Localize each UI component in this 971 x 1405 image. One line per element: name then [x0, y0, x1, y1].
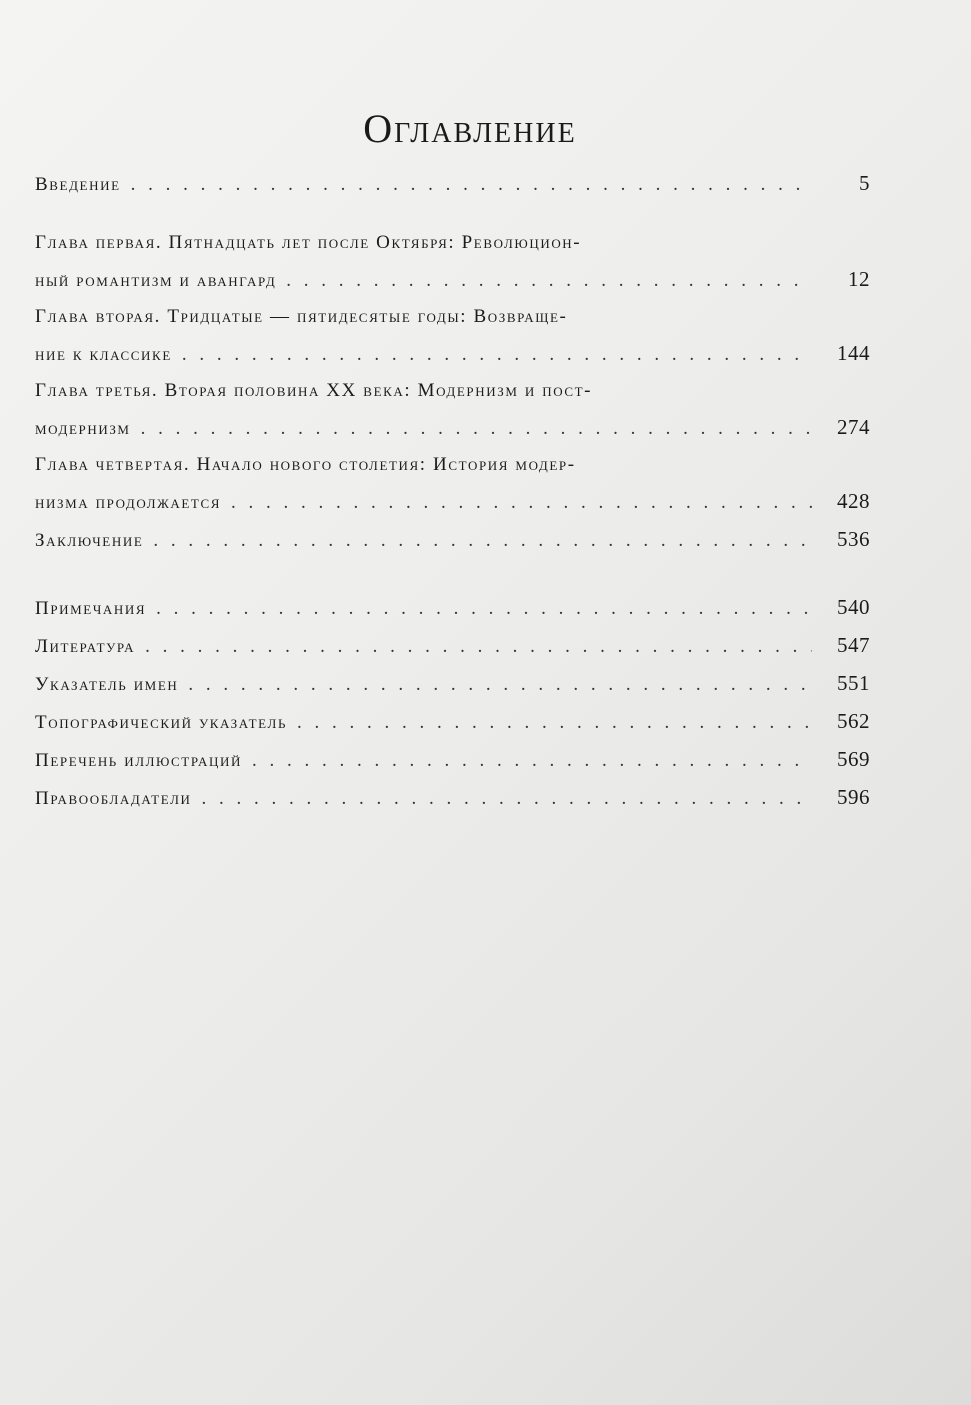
toc-entry-title-line1: Глава третья. Вторая половина XX века: Модернизм и пост- — [35, 380, 593, 401]
show-through-text — [520, 60, 524, 90]
toc-leader-dots — [153, 523, 812, 559]
toc-entry-title: Перечень иллюстраций — [35, 750, 242, 771]
toc-entry-illustrations-list[interactable] — [35, 741, 870, 779]
toc-page-number: 569 — [837, 747, 870, 771]
toc-entry-chapter-4[interactable] — [35, 447, 870, 521]
toc-leader-dots — [156, 591, 812, 627]
toc-entry-title-line1: Глава четвертая. Начало нового столетия: История модер- — [35, 454, 576, 475]
toc-leader-dots — [231, 485, 812, 521]
table-of-contents — [35, 165, 870, 817]
toc-entry-literature[interactable] — [35, 627, 870, 665]
toc-leader-dots — [188, 667, 812, 703]
toc-entry-title: Топографический указатель — [35, 712, 288, 733]
toc-entry-chapter-1[interactable] — [35, 225, 870, 299]
toc-entry-title: Указатель имен — [35, 674, 179, 695]
toc-entry-title-line2: ние к классике — [35, 344, 172, 365]
toc-leader-dots — [297, 705, 812, 741]
toc-entry-notes[interactable] — [35, 589, 870, 627]
toc-page-number: 274 — [837, 415, 870, 439]
toc-page-number: 144 — [837, 341, 870, 365]
toc-page-number: 596 — [837, 785, 870, 809]
toc-entry-name-index[interactable] — [35, 665, 870, 703]
toc-page-number: 5 — [859, 171, 870, 195]
toc-leader-dots — [286, 263, 812, 299]
toc-entry-title: Литература — [35, 636, 136, 657]
toc-entry-title: Примечания — [35, 598, 147, 619]
toc-page-number: 536 — [837, 527, 870, 551]
toc-leader-dots — [141, 411, 812, 447]
toc-entry-title-line2: низма продолжается — [35, 492, 221, 513]
toc-entry-title-line1: Глава вторая. Тридцатые — пятидесятые годы: Возвраще- — [35, 306, 568, 327]
toc-entry-chapter-3[interactable] — [35, 373, 870, 447]
toc-entry-title: Введение — [35, 174, 121, 195]
toc-entry-topographic-index[interactable] — [35, 703, 870, 741]
toc-page-number: 428 — [837, 489, 870, 513]
toc-leader-dots — [145, 629, 812, 665]
toc-leader-dots — [182, 337, 812, 373]
toc-page-number: 540 — [837, 595, 870, 619]
toc-leader-dots — [202, 781, 813, 817]
toc-entry-title-line2: модернизм — [35, 418, 131, 439]
toc-entry-title: Заключение — [35, 530, 144, 551]
toc-entry-conclusion[interactable] — [35, 521, 870, 559]
toc-entry-title-line2: ный романтизм и авангард — [35, 270, 277, 291]
toc-page-number: 562 — [837, 709, 870, 733]
toc-entry-title-line1: Глава первая. Пятнадцать лет после Октября: Революцион- — [35, 232, 582, 253]
toc-entry-chapter-2[interactable] — [35, 299, 870, 373]
toc-leader-dots — [252, 743, 812, 779]
toc-entry-rights-holders[interactable] — [35, 779, 870, 817]
toc-entry-introduction[interactable] — [35, 165, 870, 203]
toc-page-number: 551 — [837, 671, 870, 695]
toc-leader-dots — [131, 167, 812, 203]
toc-page-number: 547 — [837, 633, 870, 657]
toc-page-number: 12 — [848, 267, 870, 291]
toc-entry-title: Правообладатели — [35, 788, 192, 809]
page-title: Оглавление — [363, 105, 577, 151]
